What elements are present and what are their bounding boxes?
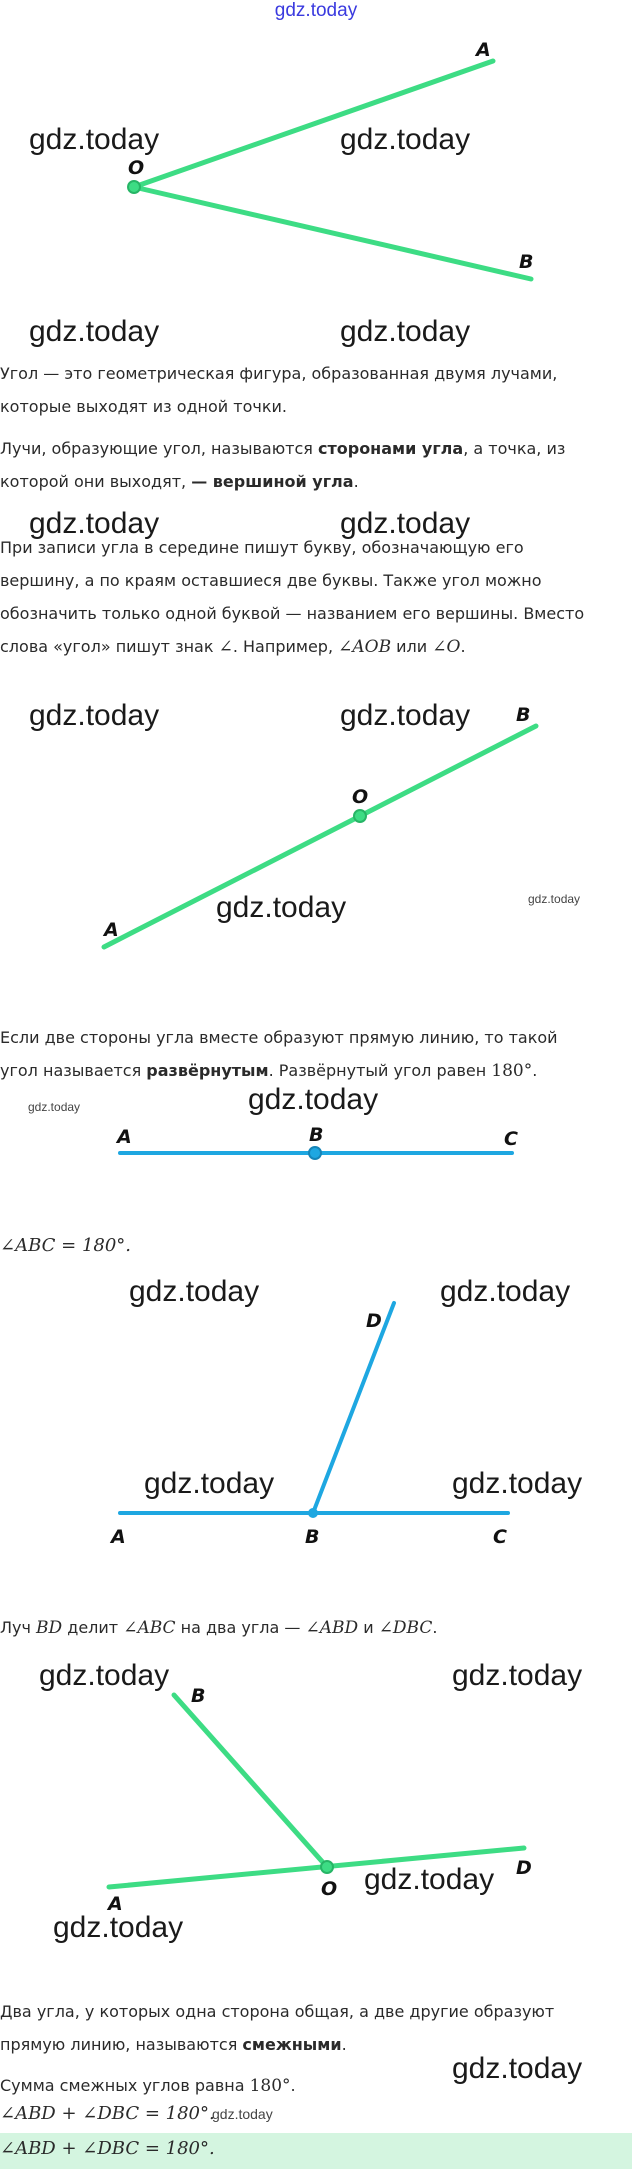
watermark-small: gdz.today bbox=[528, 892, 581, 906]
watermark: gdz.today bbox=[39, 1659, 170, 1692]
equation-abc-180: ∠ABC = 180°. bbox=[0, 1235, 132, 1256]
term-sides: сторонами угла bbox=[317, 439, 464, 458]
watermark: gdz.today bbox=[452, 2052, 583, 2085]
label-c: C bbox=[493, 1526, 507, 1548]
watermark: gdz.today bbox=[129, 1275, 260, 1308]
watermark: gdz.today bbox=[144, 1467, 275, 1500]
equation-adjacent-sum-highlighted: ∠ABD + ∠DBC = 180°. bbox=[0, 2138, 215, 2159]
paragraph-angle-definition: Угол — это геометрическая фигура, образованная двумя лучами, которые выходят из одной точки. bbox=[0, 364, 558, 416]
label-o: O bbox=[321, 1878, 338, 1900]
vertex-o bbox=[321, 1861, 333, 1873]
watermark: gdz.today bbox=[29, 507, 160, 540]
label-d: D bbox=[516, 1857, 532, 1879]
watermark: gdz.today bbox=[29, 315, 160, 348]
label-c: C bbox=[504, 1128, 518, 1150]
paragraph-angle-parts: Лучи, образующие угол, называются сторонами угла, а точка, из которой они выходят, — вершиной угла. bbox=[0, 439, 566, 491]
watermark: gdz.today bbox=[452, 1659, 583, 1692]
watermark: gdz.today bbox=[364, 1863, 495, 1896]
site-title[interactable]: gdz.today bbox=[274, 0, 358, 21]
watermark: gdz.today bbox=[216, 891, 347, 924]
label-o: O bbox=[128, 157, 145, 179]
math-180: 180° bbox=[491, 1061, 533, 1081]
watermark-small: gdz.today bbox=[28, 1100, 81, 1114]
watermark: gdz.today bbox=[340, 123, 471, 156]
label-o: O bbox=[352, 786, 369, 808]
term-adjacent: смежными bbox=[242, 2035, 342, 2054]
paragraph-ray-divides: Луч BD делит ∠ABC на два угла — ∠ABD и ∠DBC. bbox=[0, 1618, 438, 1638]
watermark: gdz.today bbox=[29, 699, 160, 732]
label-a: A bbox=[104, 919, 119, 941]
watermark: gdz.today bbox=[440, 1275, 571, 1308]
label-b: B bbox=[519, 251, 534, 273]
watermark: gdz.today bbox=[53, 1911, 184, 1944]
term-straight: развёрнутым bbox=[146, 1061, 269, 1080]
watermark: gdz.today bbox=[452, 1467, 583, 1500]
watermark: gdz.today bbox=[29, 123, 160, 156]
watermark: gdz.today bbox=[340, 507, 471, 540]
label-b: B bbox=[191, 1685, 206, 1707]
watermark-small: gdz.today bbox=[212, 2106, 273, 2122]
watermark: gdz.today bbox=[340, 315, 471, 348]
paragraph-straight-angle: Если две стороны угла вместе образуют прямую линию, то такой угол называется развёрнутым. Развёрнутый угол равен 180°. bbox=[0, 1028, 558, 1081]
watermark: gdz.today bbox=[340, 699, 471, 732]
watermark: gdz.today bbox=[248, 1083, 379, 1116]
label-a: A bbox=[117, 1126, 132, 1148]
label-a: A bbox=[108, 1893, 123, 1915]
paragraph-adjacent-sum: Сумма смежных углов равна 180°. bbox=[0, 2076, 296, 2096]
math-angle-aob: ∠AOB bbox=[338, 637, 392, 657]
equation-adjacent-sum: ∠ABD + ∠DBC = 180°. bbox=[0, 2103, 215, 2124]
ray-ob bbox=[174, 1695, 327, 1867]
label-a: A bbox=[476, 39, 491, 61]
label-b: B bbox=[309, 1124, 324, 1146]
paragraph-adjacent-angles: Два угла, у которых одна сторона общая, а две другие образуют прямую линию, называются смежными. bbox=[0, 2002, 555, 2054]
term-vertex: — вершиной угла bbox=[191, 472, 354, 491]
label-b: B bbox=[305, 1526, 320, 1548]
math-angle-o: ∠O bbox=[432, 637, 461, 657]
label-d: D bbox=[366, 1310, 382, 1332]
label-a: A bbox=[111, 1526, 126, 1548]
label-b: B bbox=[516, 704, 531, 726]
paragraph-angle-notation: При записи угла в середине пишут букву, обозначающую его вершину, а по краям оставшиеся две буквы. Также угол можно обозначить только одной буквой — названием его вершины. Вместо слова «угол» пишут знак ∠. Например, ∠AOB или ∠O. bbox=[0, 538, 585, 657]
